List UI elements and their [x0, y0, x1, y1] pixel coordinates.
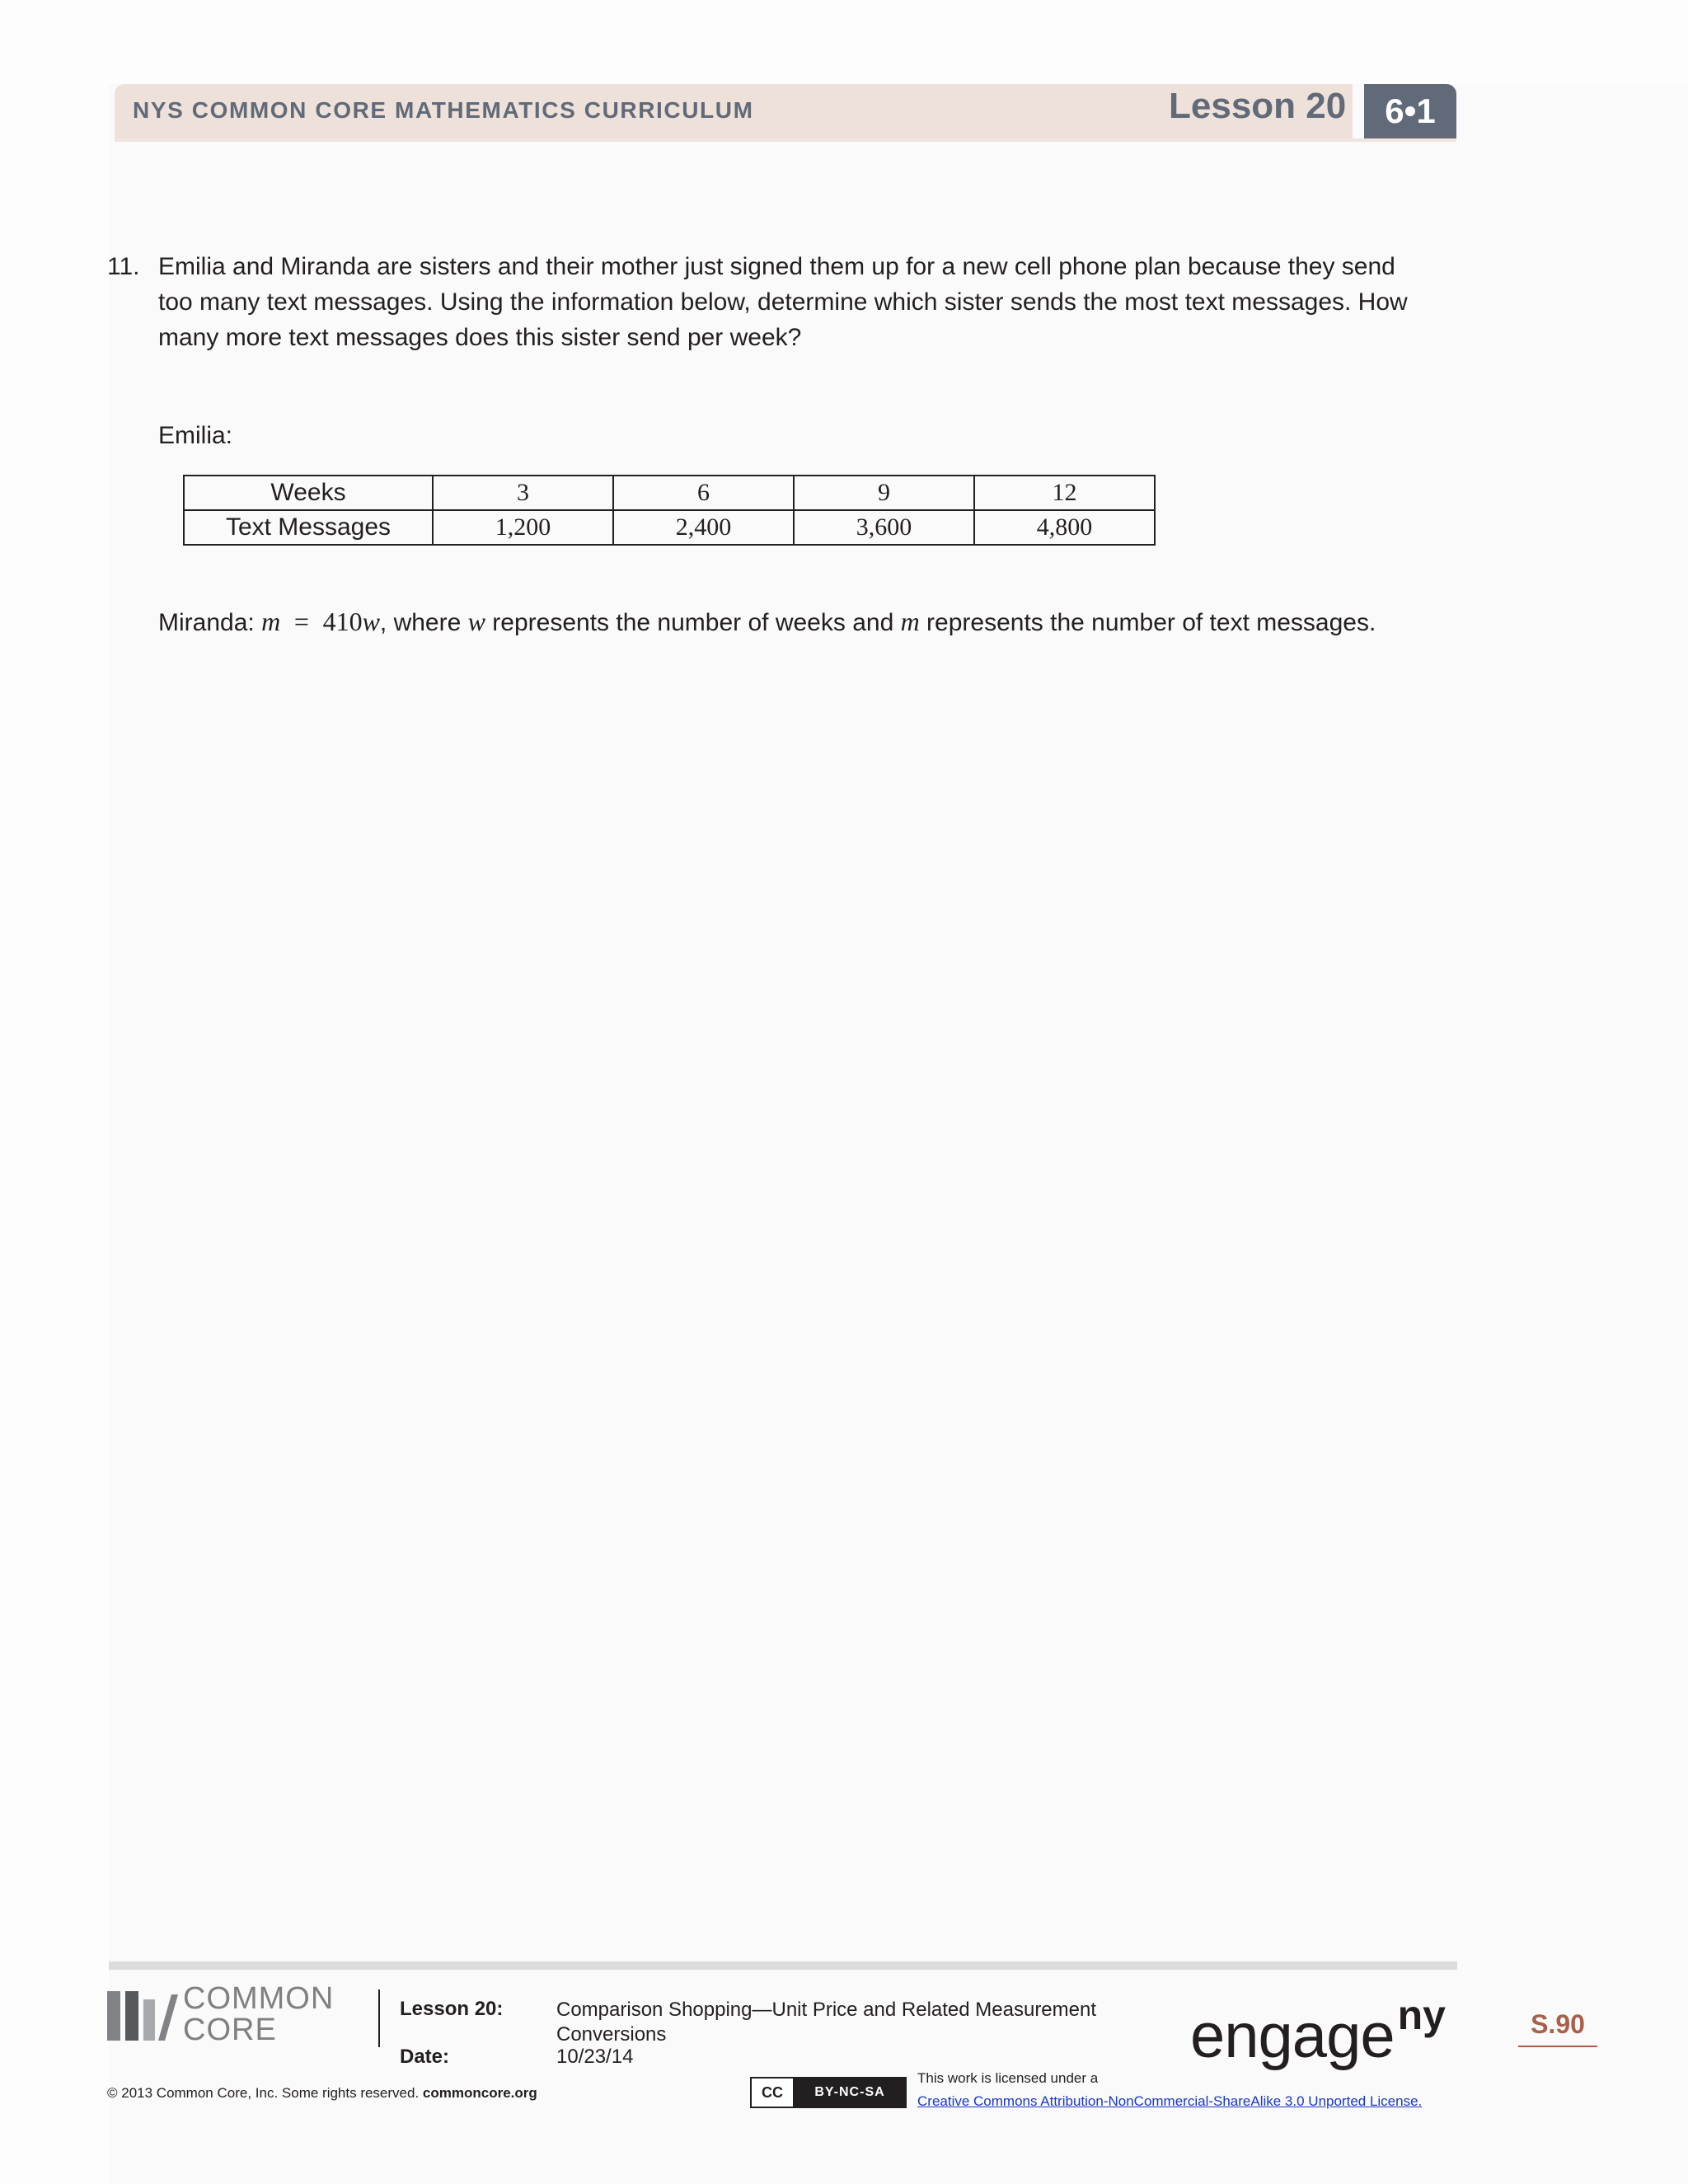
common-core-logo-icon — [107, 1988, 178, 2042]
emilia-table — [183, 475, 1156, 546]
table-cell: 4,800 — [974, 510, 1155, 545]
table-cell: 9 — [794, 476, 974, 510]
eq-text: represents the number of weeks and — [485, 609, 901, 636]
footer-separator — [378, 1990, 380, 2047]
lesson-title: Lesson 20 — [1169, 86, 1347, 126]
footer-lesson-label: Lesson 20: — [400, 1998, 504, 2020]
miranda-equation-line — [158, 607, 1376, 637]
table-cell: 3 — [433, 476, 613, 510]
grade-module-badge: 6•1 — [1364, 84, 1456, 138]
copyright-notice — [107, 2085, 537, 2102]
eq-text: represents the number of text messages. — [919, 609, 1376, 636]
curriculum-title: NYS COMMON CORE MATHEMATICS CURRICULUM — [133, 97, 754, 123]
footer-divider — [109, 1961, 1457, 1970]
emilia-label: Emilia: — [158, 422, 233, 449]
var-m: m — [900, 607, 920, 636]
license-text: This work is licensed under a — [917, 2070, 1099, 2086]
eq-variable-m: m — [261, 607, 281, 636]
eq-variable-w: w — [362, 607, 380, 636]
miranda-label: Miranda: — [158, 609, 255, 636]
copyright-site: commoncore.org — [422, 2085, 537, 2101]
table-cell: 1,200 — [433, 510, 613, 545]
table-cell: 2,400 — [613, 510, 794, 545]
copyright-text: © 2013 Common Core, Inc. Some rights reserved. — [107, 2085, 420, 2101]
footer-lesson-title: Comparison Shopping—Unit Price and Related Measurement Conversions — [556, 1999, 1097, 2046]
engage-wordmark: engage — [1190, 2001, 1395, 2071]
table-row-header: Text Messages — [184, 510, 433, 545]
table-row-weeks — [184, 476, 1155, 510]
page-number-underline — [1518, 2046, 1597, 2047]
engageny-logo — [1190, 1991, 1446, 2072]
table-cell: 6 — [613, 476, 794, 510]
problem-line: too many text messages. Using the information below, determine which sister sends the most text messages. How — [158, 288, 1408, 316]
table-cell: 3,600 — [794, 510, 974, 545]
eq-coefficient: 410 — [322, 607, 363, 636]
license-link[interactable]: Creative Commons Attribution-NonCommercial-ShareAlike 3.0 Unported License. — [917, 2093, 1423, 2109]
table-row-text-messages — [184, 510, 1155, 545]
problem-number: 11. — [107, 253, 140, 280]
wordmark-line: CORE — [183, 2013, 277, 2047]
cc-license-badge-icon — [750, 2077, 907, 2108]
page-background — [109, 84, 1688, 2184]
common-core-wordmark — [183, 1983, 334, 2046]
cc-badge-text: BY-NC-SA — [795, 2079, 905, 2107]
var-w: w — [467, 607, 485, 636]
cc-mark: CC — [752, 2079, 795, 2107]
page-number: S.90 — [1531, 2009, 1585, 2039]
wordmark-line: COMMON — [183, 1981, 335, 2016]
problem-line: Emilia and Miranda are sisters and their mother just signed them up for a new cell phone plan because they send — [158, 253, 1395, 280]
ny-superscript: ny — [1397, 1992, 1446, 2038]
eq-text: , where — [379, 609, 468, 636]
problem-line: many more text messages does this sister send per week? — [158, 324, 802, 351]
eq-equals: = — [293, 607, 309, 636]
table-row-header: Weeks — [184, 476, 433, 510]
footer-date-label: Date: — [400, 2046, 450, 2068]
table-cell: 12 — [974, 476, 1155, 510]
problem-text — [158, 249, 1559, 355]
footer-date-value: 10/23/14 — [556, 2046, 634, 2068]
header-divider — [115, 138, 1456, 142]
